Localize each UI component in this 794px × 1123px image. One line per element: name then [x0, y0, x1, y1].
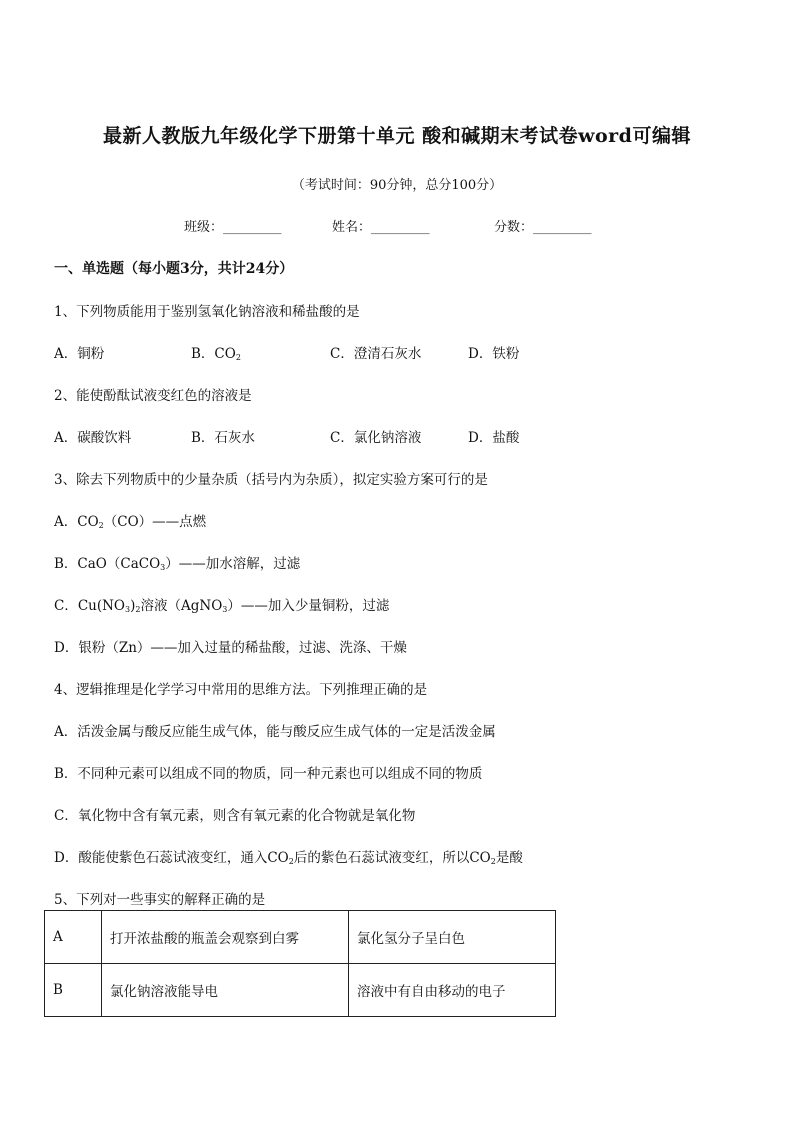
q4-option-c: C．氧化物中含有氧元素，则含有氧元素的化合物就是氧化物 — [54, 808, 416, 824]
exam-title: 最新人教版九年级化学下册第十单元 酸和碱期末考试卷word可编辑 — [103, 125, 691, 147]
table-row — [45, 964, 556, 1017]
q2-option-d: D．盐酸 — [468, 430, 520, 446]
q1-option-c: C．澄清石灰水 — [330, 346, 422, 362]
q4-option-a: A．活泼金属与酸反应能生成气体，能与酸反应生成气体的一定是活泼金属 — [54, 724, 496, 740]
q5-row-a-label: A — [45, 911, 102, 964]
q2-option-b: B．石灰水 — [191, 430, 255, 446]
q5-table — [44, 910, 556, 1017]
q2-option-a: A．碳酸饮料 — [54, 430, 132, 446]
name-field: 姓名：_________ — [332, 220, 430, 235]
student-info-row — [184, 216, 592, 235]
q5-row-a-fact: 打开浓盐酸的瓶盖会观察到白雾 — [102, 911, 349, 964]
section-heading: 一、单选题（每小题3分，共计24分） — [54, 261, 294, 277]
q4-option-b: B．不同种元素可以组成不同的物质，同一种元素也可以组成不同的物质 — [54, 766, 483, 782]
q5-row-a-explain: 氯化氢分子呈白色 — [349, 911, 556, 964]
table-row — [45, 911, 556, 964]
q1-option-d: D．铁粉 — [468, 346, 520, 362]
q5-row-b-label: B — [45, 964, 102, 1017]
q5-row-b-explain: 溶液中有自由移动的电子 — [349, 964, 556, 1017]
q3-option-b: B．CaO（CaCO$_3$）——加水溶解，过滤 — [54, 556, 301, 572]
q2-option-c: C．氯化钠溶液 — [330, 430, 422, 446]
q1-option-a: A．铜粉 — [54, 346, 105, 362]
score-field: 分数：_________ — [494, 220, 592, 235]
q3-option-a: A．$CO_2(CO)——$点燃 — [54, 514, 207, 530]
exam-subtitle: （考试时间：90分钟，总分100分） — [291, 178, 503, 193]
class-field: 班级：_________ — [184, 220, 282, 235]
q5-row-b-fact: 氯化钠溶液能导电 — [102, 964, 349, 1017]
q2-stem: 2、能使酚酞试液变红色的溶液是 — [54, 388, 252, 404]
q5-stem: 5、下列对一些事实的解释正确的是 — [54, 892, 266, 908]
q4-stem: 4、逻辑推理是化学学习中常用的思维方法。下列推理正确的是 — [54, 682, 428, 698]
q3-option-c: C．$Cu(NO_3)_2$溶液（AgNO$_3$）——加入少量铜粉，过滤 — [54, 598, 390, 614]
q3-option-d: D．银粉（Zn）——加入过量的稀盐酸，过滤、洗涤、干燥 — [54, 640, 407, 656]
q1-option-b: B．$CO_2$ — [191, 346, 241, 362]
q4-option-d: D．酸能使紫色石蕊试液变红，通入$CO_2$后的紫色石蕊试液变红，所以$CO_2$是酸 — [54, 850, 523, 866]
q3-stem: 3、除去下列物质中的少量杂质（括号内为杂质），拟定实验方案可行的是 — [54, 472, 488, 488]
q1-stem: 1、下列物质能用于鉴别氢氧化钠溶液和稀盐酸的是 — [54, 304, 360, 320]
